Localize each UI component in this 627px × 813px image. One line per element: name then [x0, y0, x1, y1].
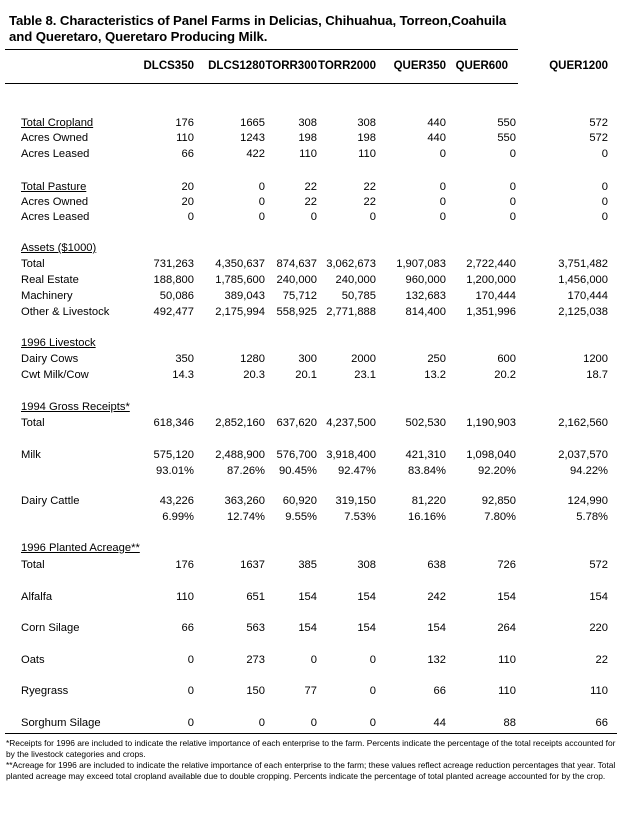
row-label: Machinery	[21, 290, 73, 302]
row-label: Acres Leased	[21, 148, 90, 160]
column-header: DLCS1280	[208, 60, 265, 72]
table-cell: 0	[310, 654, 317, 666]
column-header: QUER1200	[549, 60, 608, 72]
table-cell: 250	[427, 353, 446, 365]
table-cell: 20.3	[243, 369, 265, 381]
table-cell: 1200	[583, 353, 608, 365]
row-label: Real Estate	[21, 274, 79, 286]
table-cell: 4,350,637	[215, 258, 265, 270]
title-line-2: and Queretaro, Queretaro Producing Milk.	[9, 29, 268, 44]
table-cell: 88	[503, 717, 516, 729]
row-label: Acres Owned	[21, 196, 89, 208]
table-cell: 110	[176, 591, 194, 603]
table-cell: 0	[187, 685, 194, 697]
table-cell: 0	[258, 196, 265, 208]
table-cell: 2,175,994	[215, 306, 265, 318]
table-cell: 198	[357, 132, 376, 144]
table-cell: 0	[187, 211, 194, 223]
table-cell: 176	[175, 559, 194, 571]
row-label: Cwt Milk/Cow	[21, 369, 89, 381]
table-cell: 20	[181, 181, 194, 193]
table-cell: 90.45%	[279, 465, 317, 477]
table-cell: 3,918,400	[326, 449, 376, 461]
table-cell: 154	[357, 622, 376, 634]
table-cell: 0	[439, 181, 446, 193]
table-cell: 874,637	[276, 258, 317, 270]
footnotes	[6, 738, 616, 782]
table-cell: 651	[246, 591, 265, 603]
table-cell: 1,200,000	[466, 274, 516, 286]
table-cell: 421,310	[405, 449, 446, 461]
row-label: Total	[21, 258, 45, 270]
table-cell: 1,351,996	[466, 306, 516, 318]
table-cell: 22	[595, 654, 608, 666]
footnote-acreage: **Acreage for 1996 are included to indicate the relative importance of each enterprise to the farm; these values reflect acreage reduction percentages that year. Total planted acreage may exceed total cropland available due to double cropping. Percents indicate the percentage of total planted acreage accounted for by the crop.	[6, 760, 616, 781]
table-cell: 0	[509, 211, 516, 223]
table-cell: 308	[298, 117, 317, 129]
table-cell: 1637	[240, 559, 265, 571]
table-cell: 575,120	[153, 449, 194, 461]
column-header: QUER600	[455, 60, 508, 72]
table-cell: 3,751,482	[558, 258, 608, 270]
table-cell: 440	[427, 117, 446, 129]
table-cell: 12.74%	[227, 511, 265, 523]
table-cell: 422	[246, 148, 265, 160]
table-cell: 22	[363, 181, 376, 193]
table-cell: 0	[369, 717, 376, 729]
table-cell: 4,237,500	[326, 417, 376, 429]
table-cell: 576,700	[276, 449, 317, 461]
table-cell: 0	[509, 181, 516, 193]
table-cell: 154	[298, 622, 317, 634]
table-cell: 563	[246, 622, 265, 634]
table-cell: 154	[497, 591, 516, 603]
section-heading: 1996 Livestock	[21, 337, 96, 349]
table-cell: 20.2	[494, 369, 516, 381]
table-cell: 319,150	[335, 495, 376, 507]
table-cell: 9.55%	[285, 511, 317, 523]
table-cell: 0	[369, 685, 376, 697]
table-cell: 0	[439, 196, 446, 208]
table-cell: 1,907,083	[396, 258, 446, 270]
table-cell: 110	[299, 148, 317, 160]
row-label: Other & Livestock	[21, 306, 110, 318]
table-cell: 240,000	[335, 274, 376, 286]
table-cell: 188,800	[153, 274, 194, 286]
column-header: DLCS350	[143, 60, 194, 72]
table-cell: 7.53%	[344, 511, 376, 523]
table-cell: 814,400	[405, 306, 446, 318]
table-cell: 2,162,560	[558, 417, 608, 429]
table-cell: 1665	[240, 117, 265, 129]
column-header: TORR300	[265, 60, 317, 72]
table-cell: 0	[369, 211, 376, 223]
table-cell: 0	[310, 211, 317, 223]
table-cell: 83.84%	[408, 465, 446, 477]
row-label: Total	[21, 417, 45, 429]
table-cell: 0	[509, 196, 516, 208]
table-cell: 2,722,440	[466, 258, 516, 270]
table-cell: 66	[433, 685, 446, 697]
table-cell: 0	[439, 148, 446, 160]
section-heading: Assets ($1000)	[21, 242, 97, 254]
table-cell: 0	[258, 717, 265, 729]
table-cell: 154	[298, 591, 317, 603]
section-heading: 1996 Planted Acreage**	[21, 542, 140, 554]
table-cell: 7.80%	[484, 511, 516, 523]
section-heading: 1994 Gross Receipts*	[21, 401, 130, 413]
table-cell: 198	[298, 132, 317, 144]
table-cell: 0	[439, 211, 446, 223]
table-cell: 13.2	[424, 369, 446, 381]
table-cell: 558,925	[276, 306, 317, 318]
table-cell: 731,263	[153, 258, 194, 270]
table-cell: 110	[176, 132, 194, 144]
table-cell: 960,000	[405, 274, 446, 286]
table-cell: 350	[175, 353, 194, 365]
table-cell: 77	[304, 685, 317, 697]
table-cell: 132	[427, 654, 446, 666]
table-cell: 492,477	[153, 306, 194, 318]
table-cell: 2,125,038	[558, 306, 608, 318]
table-cell: 66	[181, 622, 194, 634]
table-cell: 176	[175, 117, 194, 129]
table-cell: 550	[497, 117, 516, 129]
table-cell: 1,098,040	[466, 449, 516, 461]
row-label: Sorghum Silage	[21, 717, 101, 729]
table-cell: 18.7	[586, 369, 608, 381]
table-cell: 93.01%	[156, 465, 194, 477]
table-cell: 43,226	[159, 495, 194, 507]
table-cell: 110	[498, 685, 516, 697]
table-cell: 0	[258, 181, 265, 193]
table-cell: 66	[181, 148, 194, 160]
table-cell: 75,712	[282, 290, 317, 302]
table-cell: 154	[357, 591, 376, 603]
table-cell: 572	[589, 559, 608, 571]
table-cell: 638	[427, 559, 446, 571]
table-cell: 94.22%	[570, 465, 608, 477]
row-label: Dairy Cows	[21, 353, 79, 365]
table-cell: 22	[304, 196, 317, 208]
table-cell: 92.20%	[478, 465, 516, 477]
table-cell: 572	[589, 117, 608, 129]
table-cell: 726	[497, 559, 516, 571]
table-cell: 300	[298, 353, 317, 365]
table-cell: 389,043	[224, 290, 265, 302]
row-label: Milk	[21, 449, 41, 461]
table-cell: 150	[246, 685, 265, 697]
table-cell: 154	[589, 591, 608, 603]
table-cell: 92.47%	[338, 465, 376, 477]
title-line-1: Table 8. Characteristics of Panel Farms in Delicias, Chihuahua, Torreon,Coahuila	[9, 13, 507, 28]
table-cell: 132,683	[405, 290, 446, 302]
table-cell: 308	[357, 559, 376, 571]
table-cell: 5.78%	[576, 511, 608, 523]
table-cell: 170,444	[567, 290, 608, 302]
table-title	[9, 13, 609, 45]
table-cell: 1243	[240, 132, 265, 144]
table-cell: 240,000	[276, 274, 317, 286]
table-cell: 618,346	[153, 417, 194, 429]
row-label: Acres Leased	[21, 211, 90, 223]
table-cell: 0	[187, 717, 194, 729]
table-cell: 3,062,673	[326, 258, 376, 270]
table-cell: 2,771,888	[326, 306, 376, 318]
column-header: QUER350	[393, 60, 446, 72]
table-cell: 0	[601, 148, 608, 160]
table-cell: 44	[433, 717, 446, 729]
table-cell: 2,037,570	[558, 449, 608, 461]
table-cell: 1,190,903	[466, 417, 516, 429]
table-cell: 20	[181, 196, 194, 208]
table-cell: 0	[187, 654, 194, 666]
table-cell: 22	[363, 196, 376, 208]
table-cell: 16.16%	[408, 511, 446, 523]
table-cell: 600	[497, 353, 516, 365]
table-cell: 385	[298, 559, 317, 571]
table-cell: 110	[358, 148, 376, 160]
table-cell: 440	[427, 132, 446, 144]
top-rule	[5, 49, 518, 50]
table-cell: 60,920	[282, 495, 317, 507]
table-cell: 1,785,600	[215, 274, 265, 286]
table-cell: 572	[589, 132, 608, 144]
table-cell: 50,086	[159, 290, 194, 302]
table-cell: 637,620	[276, 417, 317, 429]
table-cell: 0	[601, 211, 608, 223]
table-cell: 50,785	[341, 290, 376, 302]
footnote-receipts: *Receipts for 1996 are included to indicate the relative importance of each enterprise to the farm. Percents indicate the percentage of the total receipts accounted for by the livestock categories and crops.	[6, 738, 616, 759]
bottom-rule	[5, 733, 617, 734]
table-cell: 154	[427, 622, 446, 634]
table-cell: 502,530	[405, 417, 446, 429]
table-cell: 110	[590, 685, 608, 697]
row-label: Ryegrass	[21, 685, 69, 697]
table-cell: 22	[304, 181, 317, 193]
table-cell: 308	[357, 117, 376, 129]
table-cell: 363,260	[224, 495, 265, 507]
table-cell: 0	[601, 181, 608, 193]
column-header: TORR2000	[318, 60, 376, 72]
table-cell: 242	[427, 591, 446, 603]
row-label: Total	[21, 559, 45, 571]
table-cell: 0	[310, 717, 317, 729]
section-heading: Total Cropland	[21, 117, 94, 129]
table-cell: 550	[497, 132, 516, 144]
table-cell: 124,990	[567, 495, 608, 507]
table-cell: 92,850	[481, 495, 516, 507]
table-cell: 170,444	[475, 290, 516, 302]
table-cell: 220	[589, 622, 608, 634]
table-cell: 14.3	[172, 369, 194, 381]
table-cell: 264	[497, 622, 516, 634]
table-cell: 87.26%	[227, 465, 265, 477]
table-cell: 2,488,900	[215, 449, 265, 461]
table-cell: 0	[509, 148, 516, 160]
table-cell: 2000	[351, 353, 376, 365]
row-label: Dairy Cattle	[21, 495, 80, 507]
row-label: Alfalfa	[21, 591, 53, 603]
row-label: Acres Owned	[21, 132, 89, 144]
table-cell: 23.1	[354, 369, 376, 381]
table-cell: 1,456,000	[558, 274, 608, 286]
table-cell: 1280	[240, 353, 265, 365]
table-cell: 6.99%	[162, 511, 194, 523]
row-label: Corn Silage	[21, 622, 80, 634]
table-cell: 0	[601, 196, 608, 208]
table-cell: 273	[246, 654, 265, 666]
table-cell: 2,852,160	[215, 417, 265, 429]
section-heading: Total Pasture	[21, 181, 87, 193]
header-rule	[5, 83, 518, 84]
table-cell: 81,220	[411, 495, 446, 507]
table-cell: 0	[369, 654, 376, 666]
table-cell: 66	[595, 717, 608, 729]
table-cell: 0	[258, 211, 265, 223]
table-cell: 20.1	[295, 369, 317, 381]
row-label: Oats	[21, 654, 45, 666]
table-cell: 110	[498, 654, 516, 666]
